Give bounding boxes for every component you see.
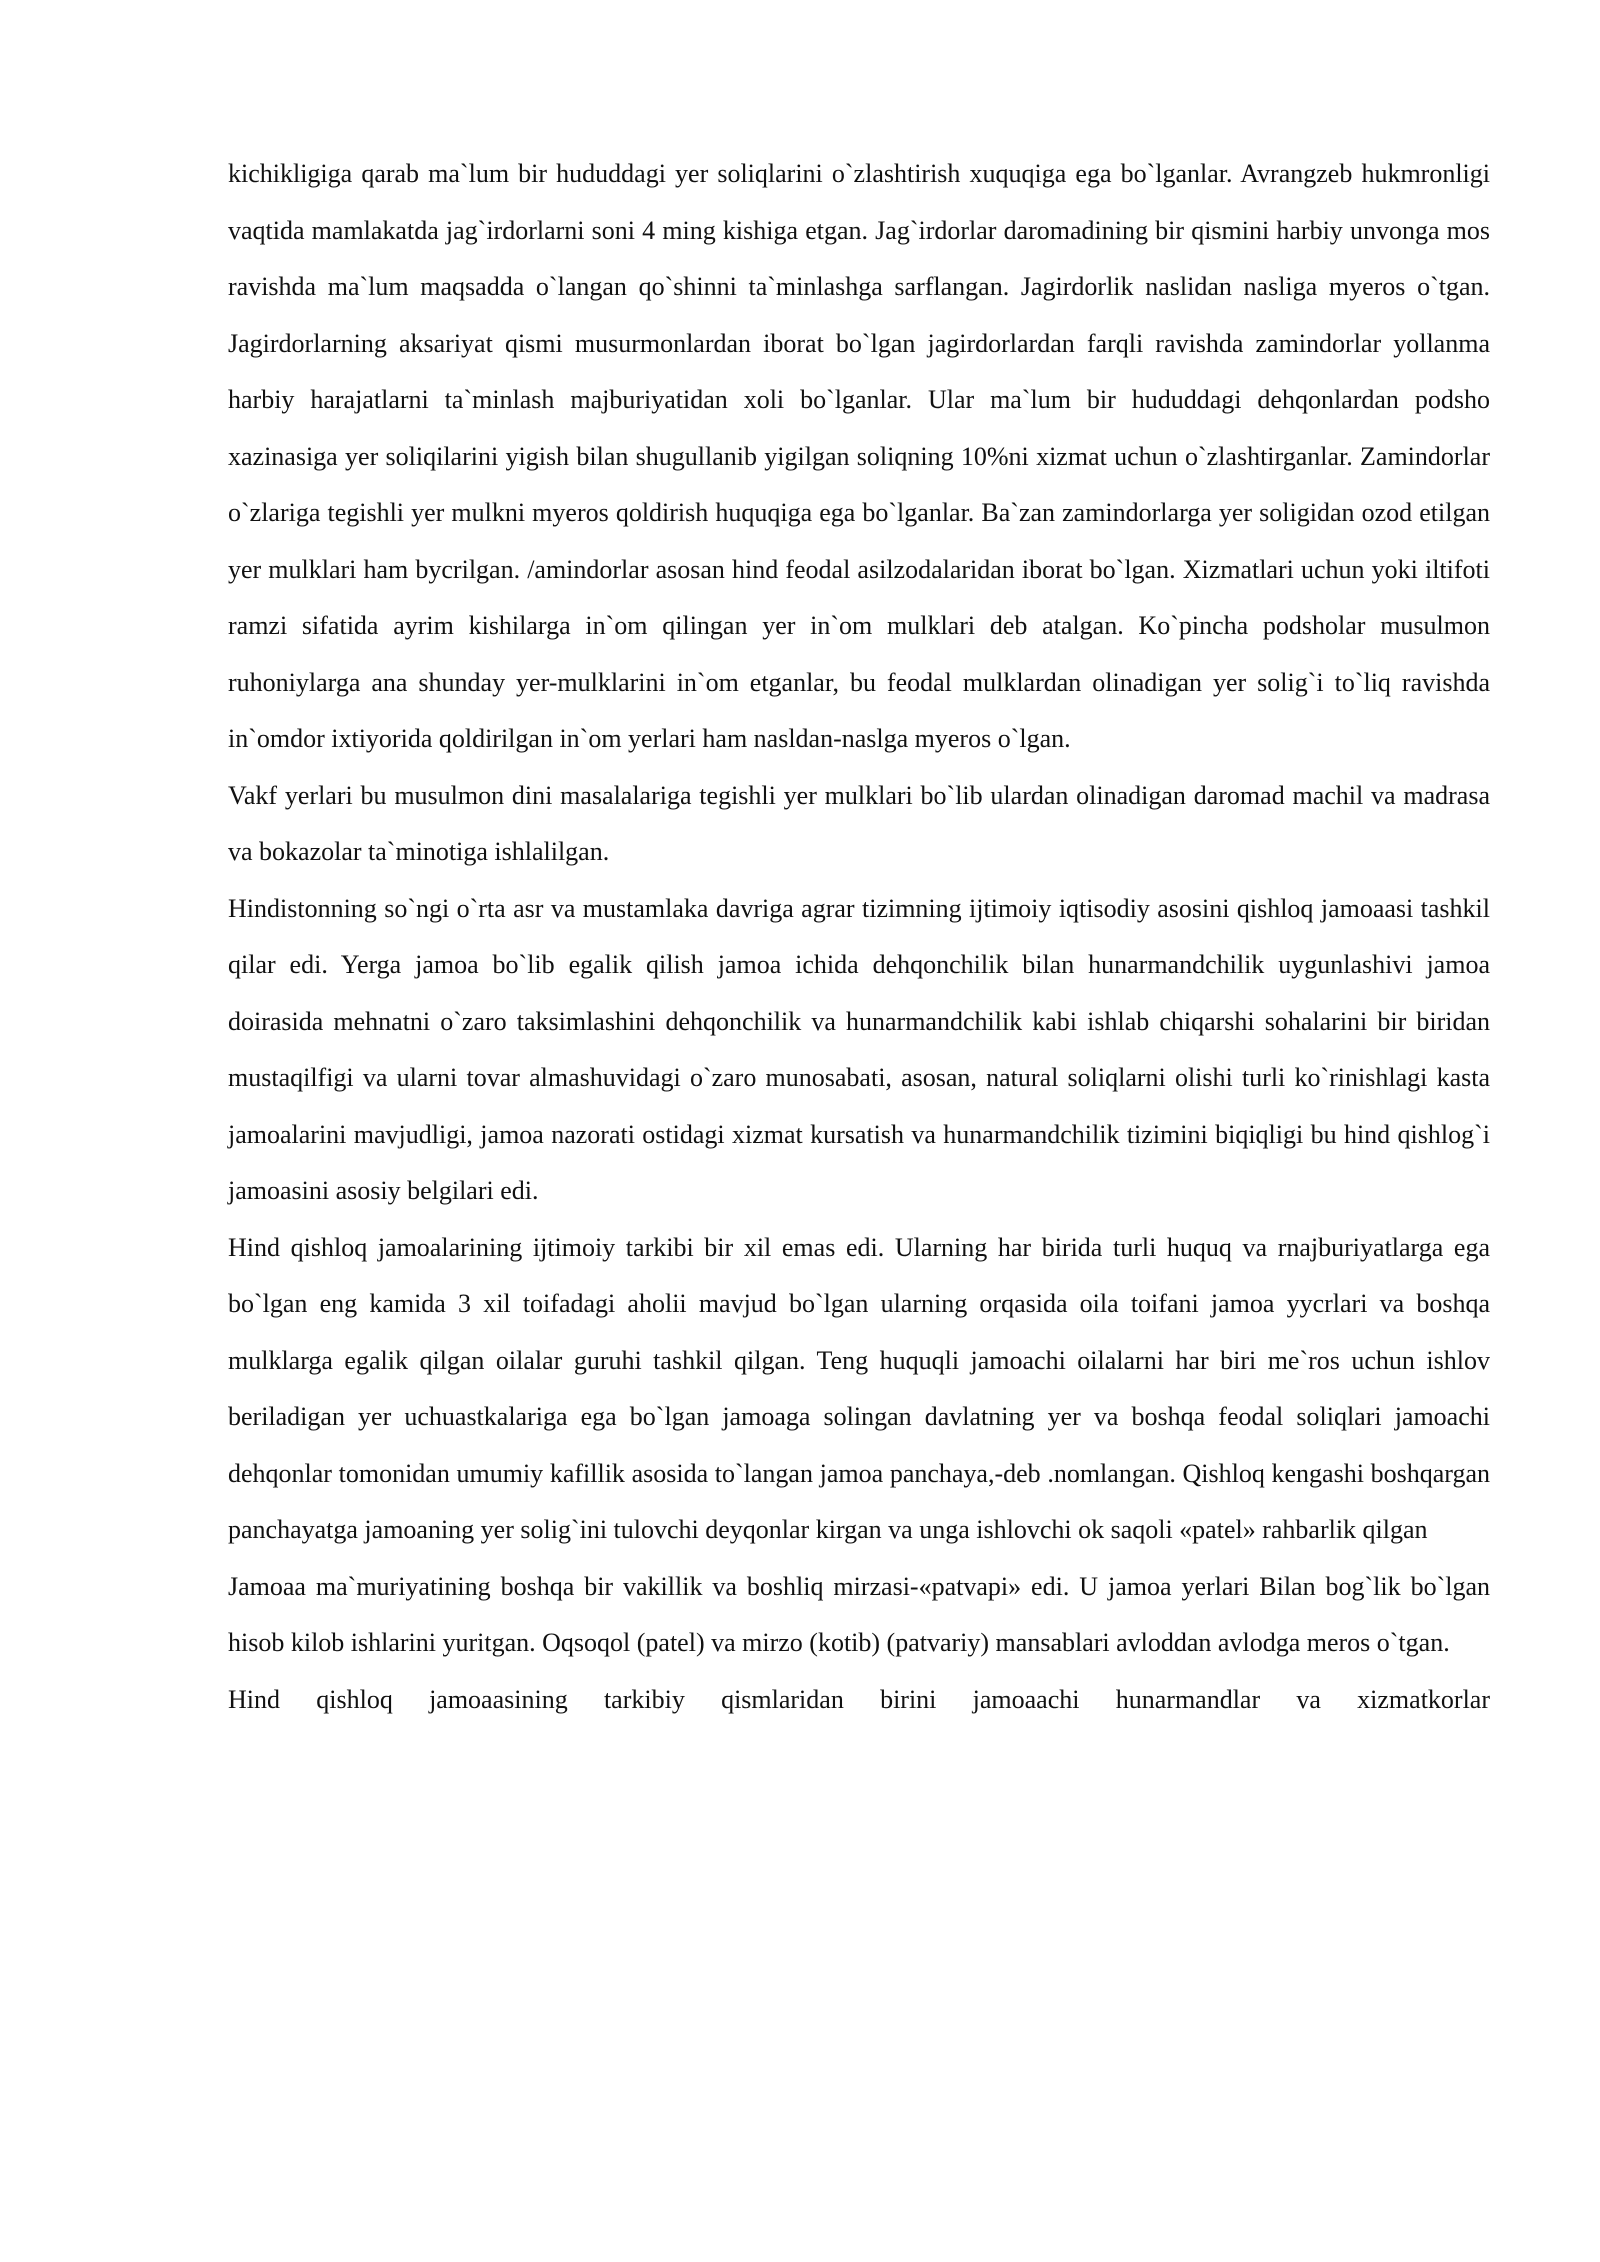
paragraph-social-structure: Hind qishloq jamoalarining ijtimoiy tarkibi bir xil emas edi. Ularning har birida turli huquq va rnajburiyatlarga ega bo`lgan eng kamida 3 xil toifadagi aholii mavjud bo`lgan ularning orqasida oila toifani jamoa yycrlari va boshqa mulklarga egalik qilgan oilalar guruhi tashkil qilgan. Teng huquqli jamoachi oilalarni har biri me`ros uchun ishlov beriladigan yer uchuastkalariga ega bo`lgan jamoaga solingan davlatning yer va boshqa feodal soliqlari jamoachi dehqonlar tomonidan umumiy kafillik asosida to`langan jamoa panchaya,-deb .nomlangan. Qishloq kengashi boshqargan panchayatga jamoaning yer solig`ini tulovchi deyqonlar kirgan va unga ishlovchi ok saqoli «patel» rahbarlik qilgan — [228, 1232, 1490, 1544]
document-page — [228, 146, 1490, 1728]
paragraph-village-community: Hindistonning so`ngi o`rta asr va mustamlaka davriga agrar tizimning ijtimoiy iqtisodiy asosini qishloq jamoaasi tashkil qilar edi. Yerga jamoa bo`lib egalik qilish jamoa ichida dehqonchilik bilan hunarmandchilik uygunlashivi jamoa doirasida mehnatni o`zaro taksimlashini dehqonchilik va hunarmandchilik kabi ishlab chiqarshi sohalarini bir biridan mustaqilfigi va ularni tovar almashuvidagi o`zaro munosabati, asosan, natural soliqlarni olishi turli ko`rinishlagi kasta jamoalarini mavjudligi, jamoa nazorati ostidagi xizmat kursatish va hunarmandchilik tizimini biqiqligi bu hind qishlog`i jamoasini asosiy belgilari edi. — [228, 893, 1490, 1205]
paragraph-jagirdor-zamindor: kichikligiga qarab ma`lum bir hududdagi yer soliqlarini o`zlashtirish xuquqiga ega bo`lganlar. Avrangzeb hukmronligi vaqtida mamlakatda jag`irdorlarni soni 4 ming kishiga etgan. Jag`irdorlar daromadining bir qismini harbiy unvonga mos ravishda ma`lum maqsadda o`langan qo`shinni ta`minlashga sarflangan. Jagirdorlik naslidan nasliga myeros o`tgan. Jagirdorlarning aksariyat qismi musurmonlardan iborat bo`lgan jagirdorlardan farqli ravishda zamindorlar yollanma harbiy harajatlarni ta`minlash majburiyatidan xoli bo`lganlar. Ular ma`lum bir hududdagi dehqonlardan podsho xazinasiga yer soliqilarini yigish bilan shugullanib yigilgan soliqning 10%ni xizmat uchun o`zlashtirganlar. Zamindorlar o`zlariga tegishli yer mulkni myeros qoldirish huquqiga ega bo`lganlar. Ba`zan zamindorlarga yer soligidan ozod etilgan yer mulklari ham bycrilgan. /amindorlar asosan hind feodal asilzodalaridan iborat bo`lgan. Xizmatlari uchun yoki iltifoti ramzi sifatida ayrim kishilarga in`om qilingan yer in`om mulklari deb atalgan. Ko`pincha podsholar musulmon ruhoniylarga ana shunday yer-mulklarini in`om etganlar, bu feodal mulklardan olinadigan yer solig`i to`liq ravishda in`omdor ixtiyorida qoldirilgan in`om yerlari ham nasldan-naslga myeros o`lgan. — [228, 159, 1490, 753]
paragraph-vakf: Vakf yerlari bu musulmon dini masalalariga tegishli yer mulklari bo`lib ulardan olinadigan daromad machil va madrasa va bokazolar ta`minotiga ishlalilgan. — [228, 780, 1490, 866]
paragraph-administration: Jamoaa ma`muriyatining boshqa bir vakillik va boshliq mirzasi-«patvapi» edi. U jamoa yerlari Bilan bog`lik bo`lgan hisob kilob ishlarini yuritgan. Oqsoqol (patel) va mirzo (kotib) (patvariy) mansablari avloddan avlodga meros o`tgan. — [228, 1571, 1490, 1657]
paragraph-artisans: Hind qishloq jamoaasining tarkibiy qismlaridan birini jamoaachi hunarmandlar va xizmatkorlar — [228, 1684, 1490, 1714]
